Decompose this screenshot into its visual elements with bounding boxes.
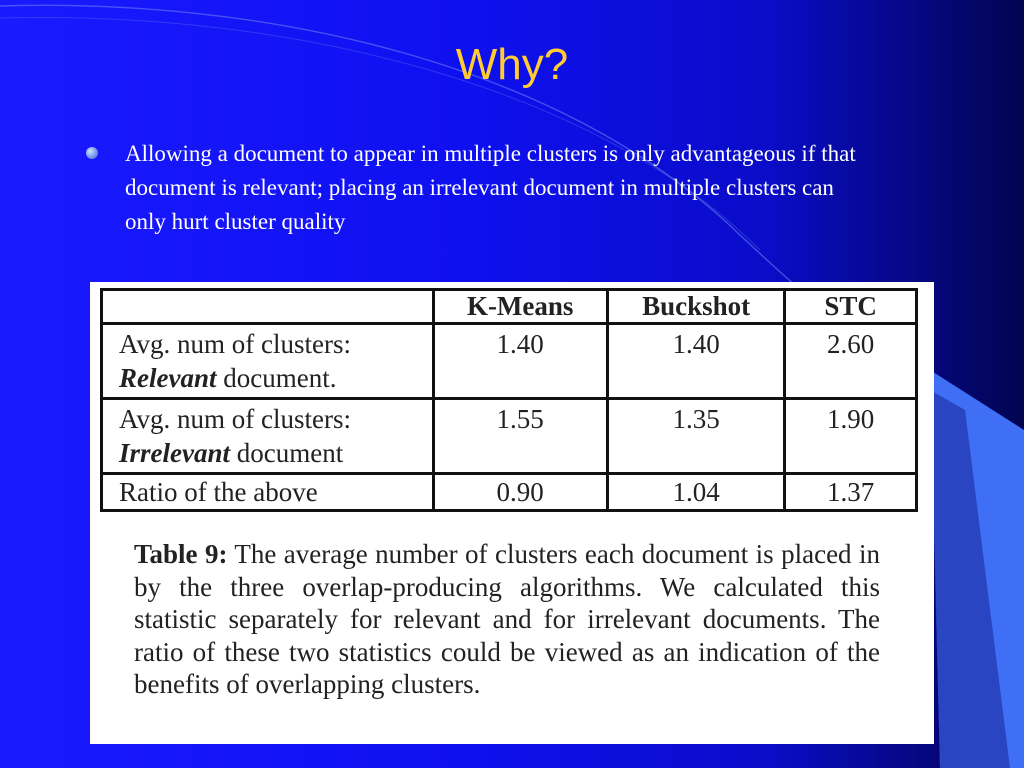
header-kmeans: K-Means	[433, 290, 607, 324]
table-figure	[90, 282, 934, 744]
table-header-row	[102, 290, 917, 324]
header-buckshot: Buckshot	[607, 290, 785, 324]
cell-kmeans: 1.55	[433, 399, 607, 474]
row-label-line1: Avg. num of clusters:	[119, 329, 351, 359]
row-label	[102, 324, 434, 399]
table-caption	[134, 538, 880, 701]
cell-stc: 1.90	[785, 399, 917, 474]
row-label-emphasis: Relevant	[119, 363, 217, 393]
cell-stc: 1.37	[785, 474, 917, 511]
bullet-text: Allowing a document to appear in multiple clusters is only advantageous if that document is relevant; placing an irrelevant document in multiple clusters can only hurt cluster quality	[125, 141, 856, 234]
caption-text: The average number of clusters each document is placed in by the three overlap-producing algorithms. We calculated this statistic separately for relevant and for irrelevant documents. The ratio of these two statistics could be viewed as an indication of the benefits of overlapping clusters.	[134, 539, 880, 699]
bullet-item	[86, 137, 866, 239]
row-label	[102, 399, 434, 474]
row-label-line1: Avg. num of clusters:	[119, 404, 351, 434]
row-label-emphasis: Irrelevant	[119, 438, 230, 468]
cell-stc: 2.60	[785, 324, 917, 399]
bullet-icon	[86, 147, 98, 159]
cell-kmeans: 0.90	[433, 474, 607, 511]
header-stc: STC	[785, 290, 917, 324]
row-label-rest: document	[230, 438, 344, 468]
cell-buckshot: 1.35	[607, 399, 785, 474]
cell-buckshot: 1.40	[607, 324, 785, 399]
caption-label: Table 9:	[134, 539, 228, 569]
table-row-irrelevant	[102, 399, 917, 474]
table-row-relevant	[102, 324, 917, 399]
header-blank	[102, 290, 434, 324]
results-table	[100, 288, 918, 512]
cell-kmeans: 1.40	[433, 324, 607, 399]
row-label: Ratio of the above	[102, 474, 434, 511]
table-row-ratio	[102, 474, 917, 511]
row-label-rest: document.	[216, 363, 337, 393]
slide-title: Why?	[455, 40, 569, 89]
cell-buckshot: 1.04	[607, 474, 785, 511]
